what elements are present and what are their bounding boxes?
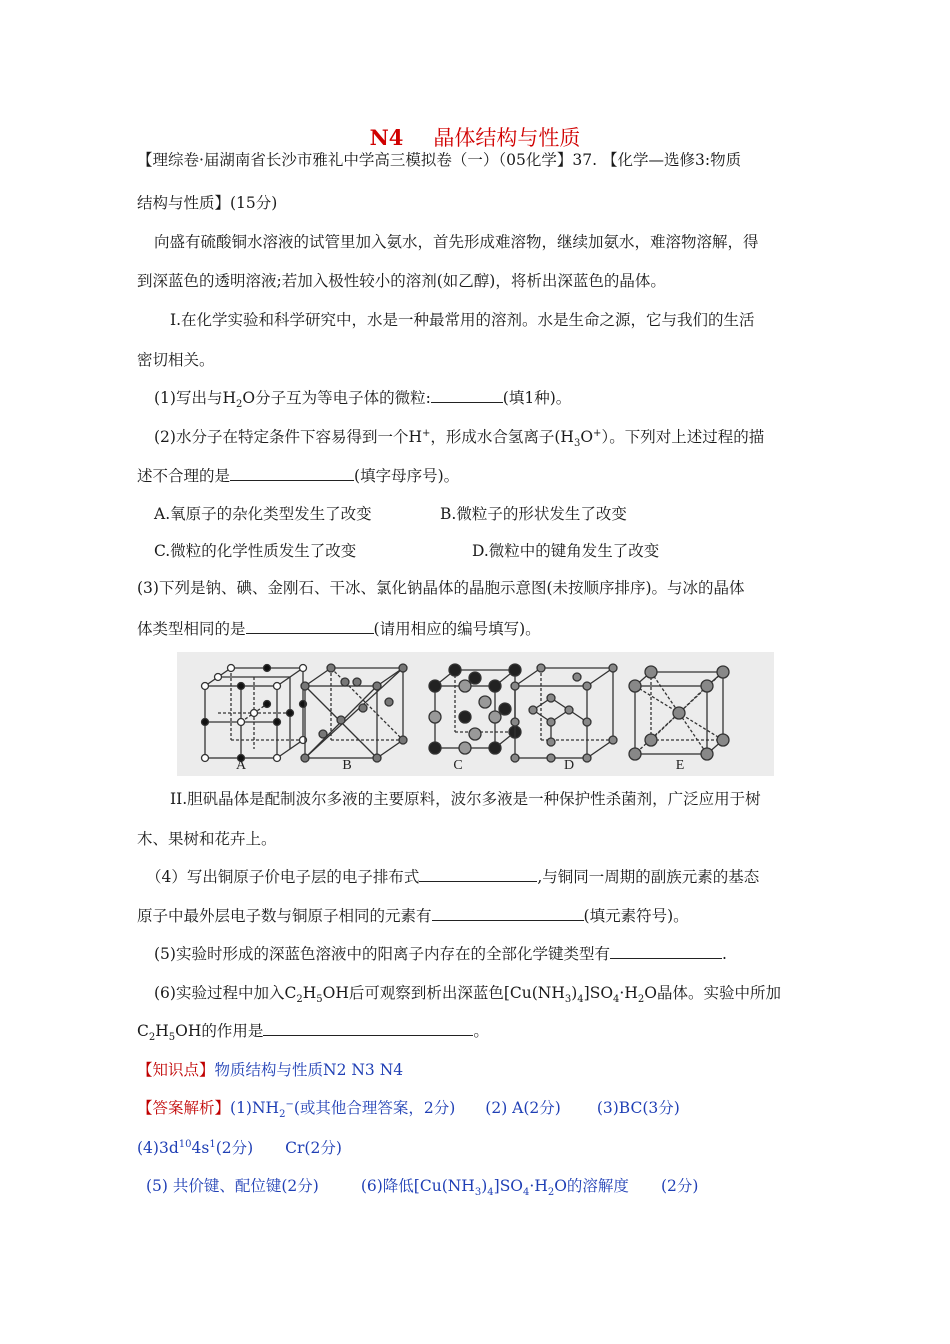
crystal-cell-b (301, 664, 407, 762)
question-6-line-1: (6)实验过程中加入$C_2H_5OH$后可观察到析出深蓝色$[Cu(NH_3)_4]SO_4\cdot H_2O$晶体。实验中所加 (154, 984, 781, 1006)
answer-line-1: 【答案解析】$(1)NH_2^-$(或其他合理答案，2分) (2) A(2分) (3)BC(3分) (137, 1098, 680, 1121)
crystal-cells-figure (177, 652, 774, 776)
crystal-cell-e (629, 666, 729, 760)
answer-blank[interactable] (432, 906, 584, 921)
question-4-line-2: 原子中最外层电子数与铜原子相同的元素有 (填元素符号)。 (137, 907, 689, 925)
crystal-cell-a (202, 665, 307, 762)
option-c: C.微粒的化学性质发生了改变 (154, 542, 357, 560)
figure-label-a: A (235, 758, 247, 773)
section-title: 晶体结构与性质 (433, 126, 581, 150)
intro-line-2: 到深蓝色的透明溶液;若加入极性较小的溶剂(如乙醇)，将析出深蓝色的晶体。 (137, 272, 666, 290)
answer-blank[interactable] (419, 867, 537, 882)
option-d: D.微粒中的键角发生了改变 (472, 542, 660, 560)
option-b: B.微粒子的形状发生了改变 (440, 505, 627, 523)
figure-label-b: B (342, 758, 352, 773)
option-a: A.氧原子的杂化类型发生了改变 (154, 505, 372, 523)
intro-line-1: 向盛有硫酸铜水溶液的试管里加入氨水，首先形成难溶物，继续加氨水，难溶物溶解，得 (154, 233, 759, 251)
figure-label-d: D (563, 758, 575, 773)
figure-label-c: C (453, 758, 463, 773)
question-6-line-2: $C_2H_5OH$的作用是 。 (137, 1022, 489, 1044)
knowledge-points: 【知识点】物质结构与性质N2 N3 N4 (137, 1061, 404, 1079)
question-2-line-1: (2)水分子在特定条件下容易得到一个H+，形成水合氢离子$(H_3O^+)$。下列对上述过程的描 (154, 427, 765, 450)
crystal-cell-d (511, 664, 617, 762)
source-line-1: 【理综卷·届湖南省长沙市雅礼中学高三模拟卷（一）（05化学】37. 【化学—选修3:物质 (137, 151, 742, 169)
question-3-line-2: 体类型相同的是 (请用相应的编号填写)。 (137, 620, 541, 638)
crystal-cell-c (429, 664, 521, 754)
part2-line-2: 木、果树和花卉上。 (137, 830, 277, 848)
answer-line-3: (5) 共价键、配位键(2分) (6)降低$[Cu(NH_3)_4]SO_4\cdot H_2O$的溶解度 (2分) (146, 1177, 699, 1199)
question-3-line-1: (3)下列是钠、碘、金刚石、干冰、氯化钠晶体的晶胞示意图(未按顺序排序)。与冰的晶体 (137, 579, 745, 597)
answer-blank[interactable] (263, 1021, 473, 1036)
source-line-2: 结构与性质】(15分) (137, 194, 278, 212)
answer-blank[interactable] (431, 388, 503, 403)
part2-line-1: II.胆矾晶体是配制波尔多液的主要原料，波尔多液是一种保护性杀菌剂，广泛应用于树 (170, 790, 761, 808)
question-2-line-2: 述不合理的是 (填字母序号)。 (137, 467, 460, 485)
answer-blank[interactable] (610, 944, 722, 959)
answer-line-2: $(4)3d^{10}4s^1(2$分) Cr(2分) (137, 1138, 342, 1157)
answer-blank[interactable] (230, 466, 354, 481)
question-1: (1)写出与$H_2O$分子互为等电子体的微粒: (填1种)。 (154, 389, 572, 411)
part1-line-2: 密切相关。 (137, 351, 215, 369)
page-title (0, 122, 950, 152)
figure-label-e: E (675, 758, 685, 773)
question-4-line-1: （4）写出铜原子价电子层的电子排布式 ,与铜同一周期的副族元素的基态 (146, 868, 760, 886)
part1-line-1: I.在化学实验和科学研究中，水是一种最常用的溶剂。水是生命之源，它与我们的生活 (170, 311, 755, 329)
answer-blank[interactable] (246, 619, 374, 634)
section-code: N4 (369, 125, 404, 150)
question-5: (5)实验时形成的深蓝色溶液中的阳离子内存在的全部化学键类型有 . (154, 945, 727, 963)
